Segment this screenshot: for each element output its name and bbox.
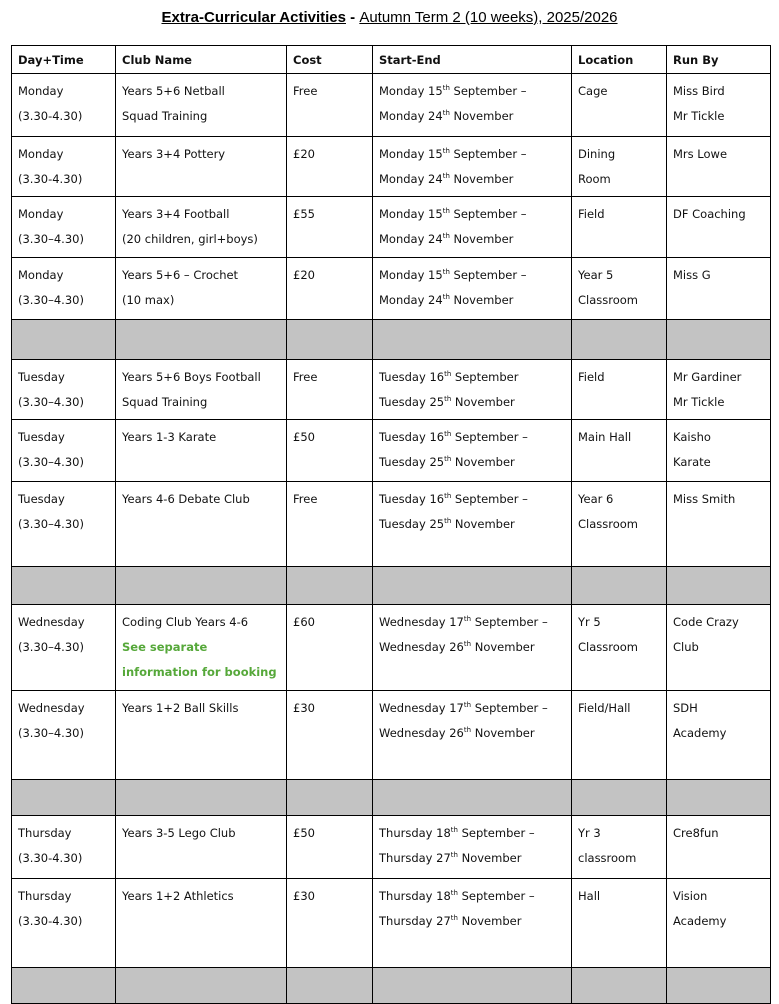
cost-cell bbox=[287, 420, 373, 482]
separator-cell bbox=[667, 320, 771, 360]
table-row bbox=[12, 74, 771, 137]
end-day: Monday 24 bbox=[379, 172, 443, 186]
start-ordinal: th bbox=[463, 701, 472, 709]
club-name: Years 5+6 Netball bbox=[122, 84, 225, 98]
start-date bbox=[379, 425, 565, 450]
header-start-end: Start-End bbox=[373, 46, 572, 74]
start-month: September – bbox=[457, 889, 535, 903]
day: Monday bbox=[18, 268, 64, 282]
start-ordinal: th bbox=[463, 615, 472, 623]
location-detail: Classroom bbox=[578, 640, 639, 654]
end-date bbox=[379, 721, 565, 746]
header-cost: Cost bbox=[287, 46, 373, 74]
end-ordinal: th bbox=[442, 109, 450, 117]
location: Year 5 bbox=[578, 268, 614, 282]
club-name: Years 1+2 Ball Skills bbox=[122, 701, 239, 715]
start-end-cell bbox=[373, 137, 572, 197]
end-day: Monday 24 bbox=[379, 109, 443, 123]
location: Cage bbox=[578, 84, 608, 98]
run-by-cell bbox=[667, 360, 771, 420]
start-ordinal: th bbox=[442, 207, 450, 215]
cost-cell bbox=[287, 197, 373, 258]
location-cell bbox=[572, 879, 667, 968]
start-day: Tuesday 16 bbox=[379, 492, 445, 506]
club-cell bbox=[116, 197, 287, 258]
start-date bbox=[379, 610, 565, 635]
club-name: Years 3+4 Pottery bbox=[122, 147, 226, 161]
day: Tuesday bbox=[18, 430, 65, 444]
start-ordinal: th bbox=[450, 889, 458, 897]
separator-cell bbox=[116, 780, 287, 816]
start-end-cell bbox=[373, 74, 572, 137]
separator-cell bbox=[12, 780, 116, 816]
club-name: Years 1-3 Karate bbox=[122, 430, 217, 444]
day: Monday bbox=[18, 207, 64, 221]
club-name: Years 5+6 – Crochet bbox=[122, 268, 239, 282]
end-date bbox=[379, 104, 565, 129]
location-cell bbox=[572, 360, 667, 420]
end-ordinal: th bbox=[450, 851, 458, 859]
cost-cell bbox=[287, 482, 373, 567]
start-month: September – bbox=[449, 147, 527, 161]
run-by: Miss Bird bbox=[673, 84, 725, 98]
table-body bbox=[12, 74, 771, 1004]
separator-cell bbox=[373, 968, 572, 1004]
title-term: Autumn Term 2 (10 weeks), 2025/2026 bbox=[359, 9, 618, 26]
club-cell bbox=[116, 420, 287, 482]
run-by: SDH bbox=[673, 701, 698, 715]
start-end-cell bbox=[373, 258, 572, 320]
end-date bbox=[379, 512, 565, 537]
club-cell bbox=[116, 258, 287, 320]
end-date bbox=[379, 227, 565, 252]
start-ordinal: th bbox=[444, 430, 452, 438]
separator-cell bbox=[373, 780, 572, 816]
day-time-cell bbox=[12, 879, 116, 968]
end-month: November bbox=[451, 517, 515, 531]
end-month: November bbox=[449, 172, 514, 186]
club-cell bbox=[116, 360, 287, 420]
end-ordinal: th bbox=[463, 640, 472, 648]
time: (3.30–4.30) bbox=[18, 517, 84, 531]
start-day: Thursday 18 bbox=[379, 889, 451, 903]
end-ordinal: th bbox=[463, 726, 472, 734]
end-date bbox=[379, 909, 565, 934]
run-by: Mrs Lowe bbox=[673, 147, 728, 161]
table-row bbox=[12, 605, 771, 691]
separator-cell bbox=[12, 320, 116, 360]
club-name-detail: (10 max) bbox=[122, 293, 175, 307]
cost: £60 bbox=[293, 615, 315, 629]
day: Wednesday bbox=[18, 701, 85, 715]
day-time-cell bbox=[12, 74, 116, 137]
run-by: Vision bbox=[673, 889, 708, 903]
cost: Free bbox=[293, 370, 318, 384]
cost: Free bbox=[293, 84, 318, 98]
location: Field/Hall bbox=[578, 701, 631, 715]
cost: £50 bbox=[293, 430, 315, 444]
run-by: Code Crazy bbox=[673, 615, 739, 629]
table-row bbox=[12, 137, 771, 197]
time: (3.30–4.30) bbox=[18, 293, 84, 307]
day: Wednesday bbox=[18, 615, 85, 629]
run-by: Cre8fun bbox=[673, 826, 719, 840]
table-row bbox=[12, 816, 771, 879]
end-day: Thursday 27 bbox=[379, 851, 451, 865]
run-by-cell bbox=[667, 420, 771, 482]
start-date bbox=[379, 821, 565, 846]
start-end-cell bbox=[373, 691, 572, 780]
separator-cell bbox=[373, 320, 572, 360]
location: Year 6 bbox=[578, 492, 614, 506]
separator-cell bbox=[287, 780, 373, 816]
start-day: Thursday 18 bbox=[379, 826, 451, 840]
club-cell bbox=[116, 74, 287, 137]
time: (3.30-4.30) bbox=[18, 109, 83, 123]
separator-cell bbox=[12, 567, 116, 605]
location-detail: Classroom bbox=[578, 293, 639, 307]
day-time-cell bbox=[12, 197, 116, 258]
page-title bbox=[0, 9, 779, 26]
location-cell bbox=[572, 74, 667, 137]
time: (3.30-4.30) bbox=[18, 172, 83, 186]
end-date bbox=[379, 390, 565, 415]
start-ordinal: th bbox=[442, 147, 450, 155]
location-cell bbox=[572, 482, 667, 567]
club-name: Coding Club Years 4-6 bbox=[122, 615, 249, 629]
end-month: November bbox=[451, 455, 515, 469]
separator-cell bbox=[116, 567, 287, 605]
day-time-cell bbox=[12, 691, 116, 780]
start-day: Monday 15 bbox=[379, 147, 443, 161]
end-month: November bbox=[449, 232, 514, 246]
run-by-cell bbox=[667, 258, 771, 320]
location: Dining bbox=[578, 147, 616, 161]
day: Tuesday bbox=[18, 370, 65, 384]
start-day: Monday 15 bbox=[379, 84, 443, 98]
club-name: Years 1+2 Athletics bbox=[122, 889, 234, 903]
cost: £50 bbox=[293, 826, 315, 840]
run-by-detail: Karate bbox=[673, 455, 711, 469]
day-time-cell bbox=[12, 137, 116, 197]
end-ordinal: th bbox=[444, 455, 452, 463]
time: (3.30–4.30) bbox=[18, 726, 84, 740]
run-by-cell bbox=[667, 197, 771, 258]
location-cell bbox=[572, 197, 667, 258]
cost: £20 bbox=[293, 268, 315, 282]
day-time-cell bbox=[12, 605, 116, 691]
end-ordinal: th bbox=[450, 914, 458, 922]
location: Field bbox=[578, 207, 605, 221]
title-separator: - bbox=[345, 9, 360, 26]
run-by-cell bbox=[667, 816, 771, 879]
location-cell bbox=[572, 691, 667, 780]
location: Main Hall bbox=[578, 430, 632, 444]
start-date bbox=[379, 365, 565, 390]
time: (3.30-4.30) bbox=[18, 851, 83, 865]
start-ordinal: th bbox=[444, 492, 452, 500]
day-time-cell bbox=[12, 258, 116, 320]
run-by-cell bbox=[667, 137, 771, 197]
run-by-cell bbox=[667, 879, 771, 968]
run-by: Miss Smith bbox=[673, 492, 736, 506]
club-name: Years 3+4 Football bbox=[122, 207, 230, 221]
separator-cell bbox=[572, 968, 667, 1004]
start-date bbox=[379, 79, 565, 104]
run-by-detail: Mr Tickle bbox=[673, 395, 725, 409]
day-time-cell bbox=[12, 420, 116, 482]
time: (3.30–4.30) bbox=[18, 395, 84, 409]
separator-row bbox=[12, 968, 771, 1004]
end-month: November bbox=[457, 851, 522, 865]
cost-cell bbox=[287, 879, 373, 968]
start-date bbox=[379, 884, 565, 909]
end-month: November bbox=[449, 293, 514, 307]
cost: £20 bbox=[293, 147, 315, 161]
run-by: Miss G bbox=[673, 268, 711, 282]
club-cell bbox=[116, 482, 287, 567]
run-by-cell bbox=[667, 691, 771, 780]
start-end-cell bbox=[373, 360, 572, 420]
separator-cell bbox=[287, 320, 373, 360]
location: Yr 3 bbox=[578, 826, 601, 840]
start-month: September – bbox=[471, 615, 548, 629]
run-by-detail: Club bbox=[673, 640, 699, 654]
day: Monday bbox=[18, 84, 64, 98]
start-day: Tuesday 16 bbox=[379, 370, 445, 384]
cost-cell bbox=[287, 605, 373, 691]
booking-note-detail: information for booking bbox=[122, 665, 277, 679]
end-ordinal: th bbox=[442, 232, 450, 240]
start-month: September – bbox=[449, 207, 527, 221]
start-end-cell bbox=[373, 482, 572, 567]
separator-cell bbox=[572, 780, 667, 816]
cost: £30 bbox=[293, 889, 315, 903]
end-day: Thursday 27 bbox=[379, 914, 451, 928]
club-name-detail: Squad Training bbox=[122, 109, 208, 123]
cost-cell bbox=[287, 691, 373, 780]
location-detail: Classroom bbox=[578, 517, 639, 531]
start-end-cell bbox=[373, 605, 572, 691]
cost-cell bbox=[287, 74, 373, 137]
header-run-by: Run By bbox=[667, 46, 771, 74]
table-row bbox=[12, 197, 771, 258]
cost: Free bbox=[293, 492, 318, 506]
start-ordinal: th bbox=[442, 84, 450, 92]
cost: £30 bbox=[293, 701, 315, 715]
location: Yr 5 bbox=[578, 615, 601, 629]
start-day: Monday 15 bbox=[379, 207, 443, 221]
end-month: November bbox=[449, 109, 514, 123]
table-row bbox=[12, 482, 771, 567]
club-name-detail: Squad Training bbox=[122, 395, 208, 409]
club-cell bbox=[116, 137, 287, 197]
location-cell bbox=[572, 816, 667, 879]
cost-cell bbox=[287, 816, 373, 879]
start-date bbox=[379, 202, 565, 227]
run-by-detail: Mr Tickle bbox=[673, 109, 725, 123]
cost-cell bbox=[287, 360, 373, 420]
day-time-cell bbox=[12, 360, 116, 420]
end-month: November bbox=[457, 914, 522, 928]
end-date bbox=[379, 450, 565, 475]
day-time-cell bbox=[12, 482, 116, 567]
club-name: Years 3-5 Lego Club bbox=[122, 826, 236, 840]
start-day: Wednesday 17 bbox=[379, 701, 464, 715]
time: (3.30–4.30) bbox=[18, 640, 84, 654]
separator-cell bbox=[373, 567, 572, 605]
start-end-cell bbox=[373, 197, 572, 258]
separator-cell bbox=[287, 968, 373, 1004]
separator-cell bbox=[667, 968, 771, 1004]
run-by: Kaisho bbox=[673, 430, 711, 444]
location: Field bbox=[578, 370, 605, 384]
start-month: September – bbox=[451, 492, 528, 506]
club-name: Years 5+6 Boys Football bbox=[122, 370, 261, 384]
start-end-cell bbox=[373, 420, 572, 482]
end-ordinal: th bbox=[444, 395, 452, 403]
cost: £55 bbox=[293, 207, 315, 221]
separator-cell bbox=[287, 567, 373, 605]
start-day: Wednesday 17 bbox=[379, 615, 464, 629]
header-row bbox=[12, 46, 771, 74]
booking-note: See separate bbox=[122, 640, 208, 654]
start-month: September – bbox=[471, 701, 548, 715]
run-by-detail: Academy bbox=[673, 914, 727, 928]
day: Monday bbox=[18, 147, 64, 161]
end-day: Monday 24 bbox=[379, 293, 443, 307]
location-cell bbox=[572, 137, 667, 197]
time: (3.30-4.30) bbox=[18, 914, 83, 928]
title-main: Extra-Curricular Activities bbox=[161, 9, 346, 26]
start-ordinal: th bbox=[444, 370, 452, 378]
day: Thursday bbox=[18, 889, 72, 903]
location-cell bbox=[572, 420, 667, 482]
separator-cell bbox=[667, 567, 771, 605]
table-row bbox=[12, 879, 771, 968]
run-by: DF Coaching bbox=[673, 207, 746, 221]
separator-cell bbox=[572, 320, 667, 360]
separator-cell bbox=[667, 780, 771, 816]
start-date bbox=[379, 263, 565, 288]
run-by-detail: Academy bbox=[673, 726, 727, 740]
end-date bbox=[379, 635, 565, 660]
location: Hall bbox=[578, 889, 601, 903]
start-month: September – bbox=[449, 268, 527, 282]
club-name-detail: (20 children, girl+boys) bbox=[122, 232, 258, 246]
end-day: Wednesday 26 bbox=[379, 726, 464, 740]
time: (3.30–4.30) bbox=[18, 232, 84, 246]
cost-cell bbox=[287, 137, 373, 197]
table-row bbox=[12, 360, 771, 420]
cost-cell bbox=[287, 258, 373, 320]
start-end-cell bbox=[373, 816, 572, 879]
end-date bbox=[379, 167, 565, 192]
end-day: Tuesday 25 bbox=[379, 517, 445, 531]
day-time-cell bbox=[12, 816, 116, 879]
run-by: Mr Gardiner bbox=[673, 370, 742, 384]
end-ordinal: th bbox=[442, 172, 450, 180]
run-by-cell bbox=[667, 74, 771, 137]
end-month: November bbox=[451, 395, 515, 409]
start-date bbox=[379, 696, 565, 721]
start-month: September bbox=[451, 370, 519, 384]
header-day-time: Day+Time bbox=[12, 46, 116, 74]
activities-table bbox=[11, 45, 771, 1004]
club-cell bbox=[116, 816, 287, 879]
start-month: September – bbox=[451, 430, 528, 444]
separator-cell bbox=[116, 968, 287, 1004]
location-detail: classroom bbox=[578, 851, 637, 865]
separator-row bbox=[12, 780, 771, 816]
start-ordinal: th bbox=[442, 268, 450, 276]
run-by-cell bbox=[667, 482, 771, 567]
start-end-cell bbox=[373, 879, 572, 968]
club-cell bbox=[116, 879, 287, 968]
time: (3.30–4.30) bbox=[18, 455, 84, 469]
table-row bbox=[12, 691, 771, 780]
end-month: November bbox=[471, 640, 535, 654]
start-ordinal: th bbox=[450, 826, 458, 834]
club-name: Years 4-6 Debate Club bbox=[122, 492, 250, 506]
day: Thursday bbox=[18, 826, 72, 840]
start-day: Monday 15 bbox=[379, 268, 443, 282]
end-date bbox=[379, 846, 565, 871]
header-club-name: Club Name bbox=[116, 46, 287, 74]
run-by-cell bbox=[667, 605, 771, 691]
table-row bbox=[12, 420, 771, 482]
end-ordinal: th bbox=[442, 293, 450, 301]
end-day: Monday 24 bbox=[379, 232, 443, 246]
end-ordinal: th bbox=[444, 517, 452, 525]
end-month: November bbox=[471, 726, 535, 740]
start-date bbox=[379, 487, 565, 512]
club-cell bbox=[116, 691, 287, 780]
end-day: Wednesday 26 bbox=[379, 640, 464, 654]
separator-cell bbox=[572, 567, 667, 605]
header-location: Location bbox=[572, 46, 667, 74]
table-row bbox=[12, 258, 771, 320]
start-month: September – bbox=[449, 84, 527, 98]
club-cell bbox=[116, 605, 287, 691]
day: Tuesday bbox=[18, 492, 65, 506]
separator-cell bbox=[12, 968, 116, 1004]
separator-row bbox=[12, 320, 771, 360]
start-day: Tuesday 16 bbox=[379, 430, 445, 444]
location-cell bbox=[572, 605, 667, 691]
end-day: Tuesday 25 bbox=[379, 455, 445, 469]
separator-cell bbox=[116, 320, 287, 360]
end-date bbox=[379, 288, 565, 313]
start-month: September – bbox=[457, 826, 535, 840]
end-day: Tuesday 25 bbox=[379, 395, 445, 409]
location-cell bbox=[572, 258, 667, 320]
separator-row bbox=[12, 567, 771, 605]
start-date bbox=[379, 142, 565, 167]
location-detail: Room bbox=[578, 172, 611, 186]
